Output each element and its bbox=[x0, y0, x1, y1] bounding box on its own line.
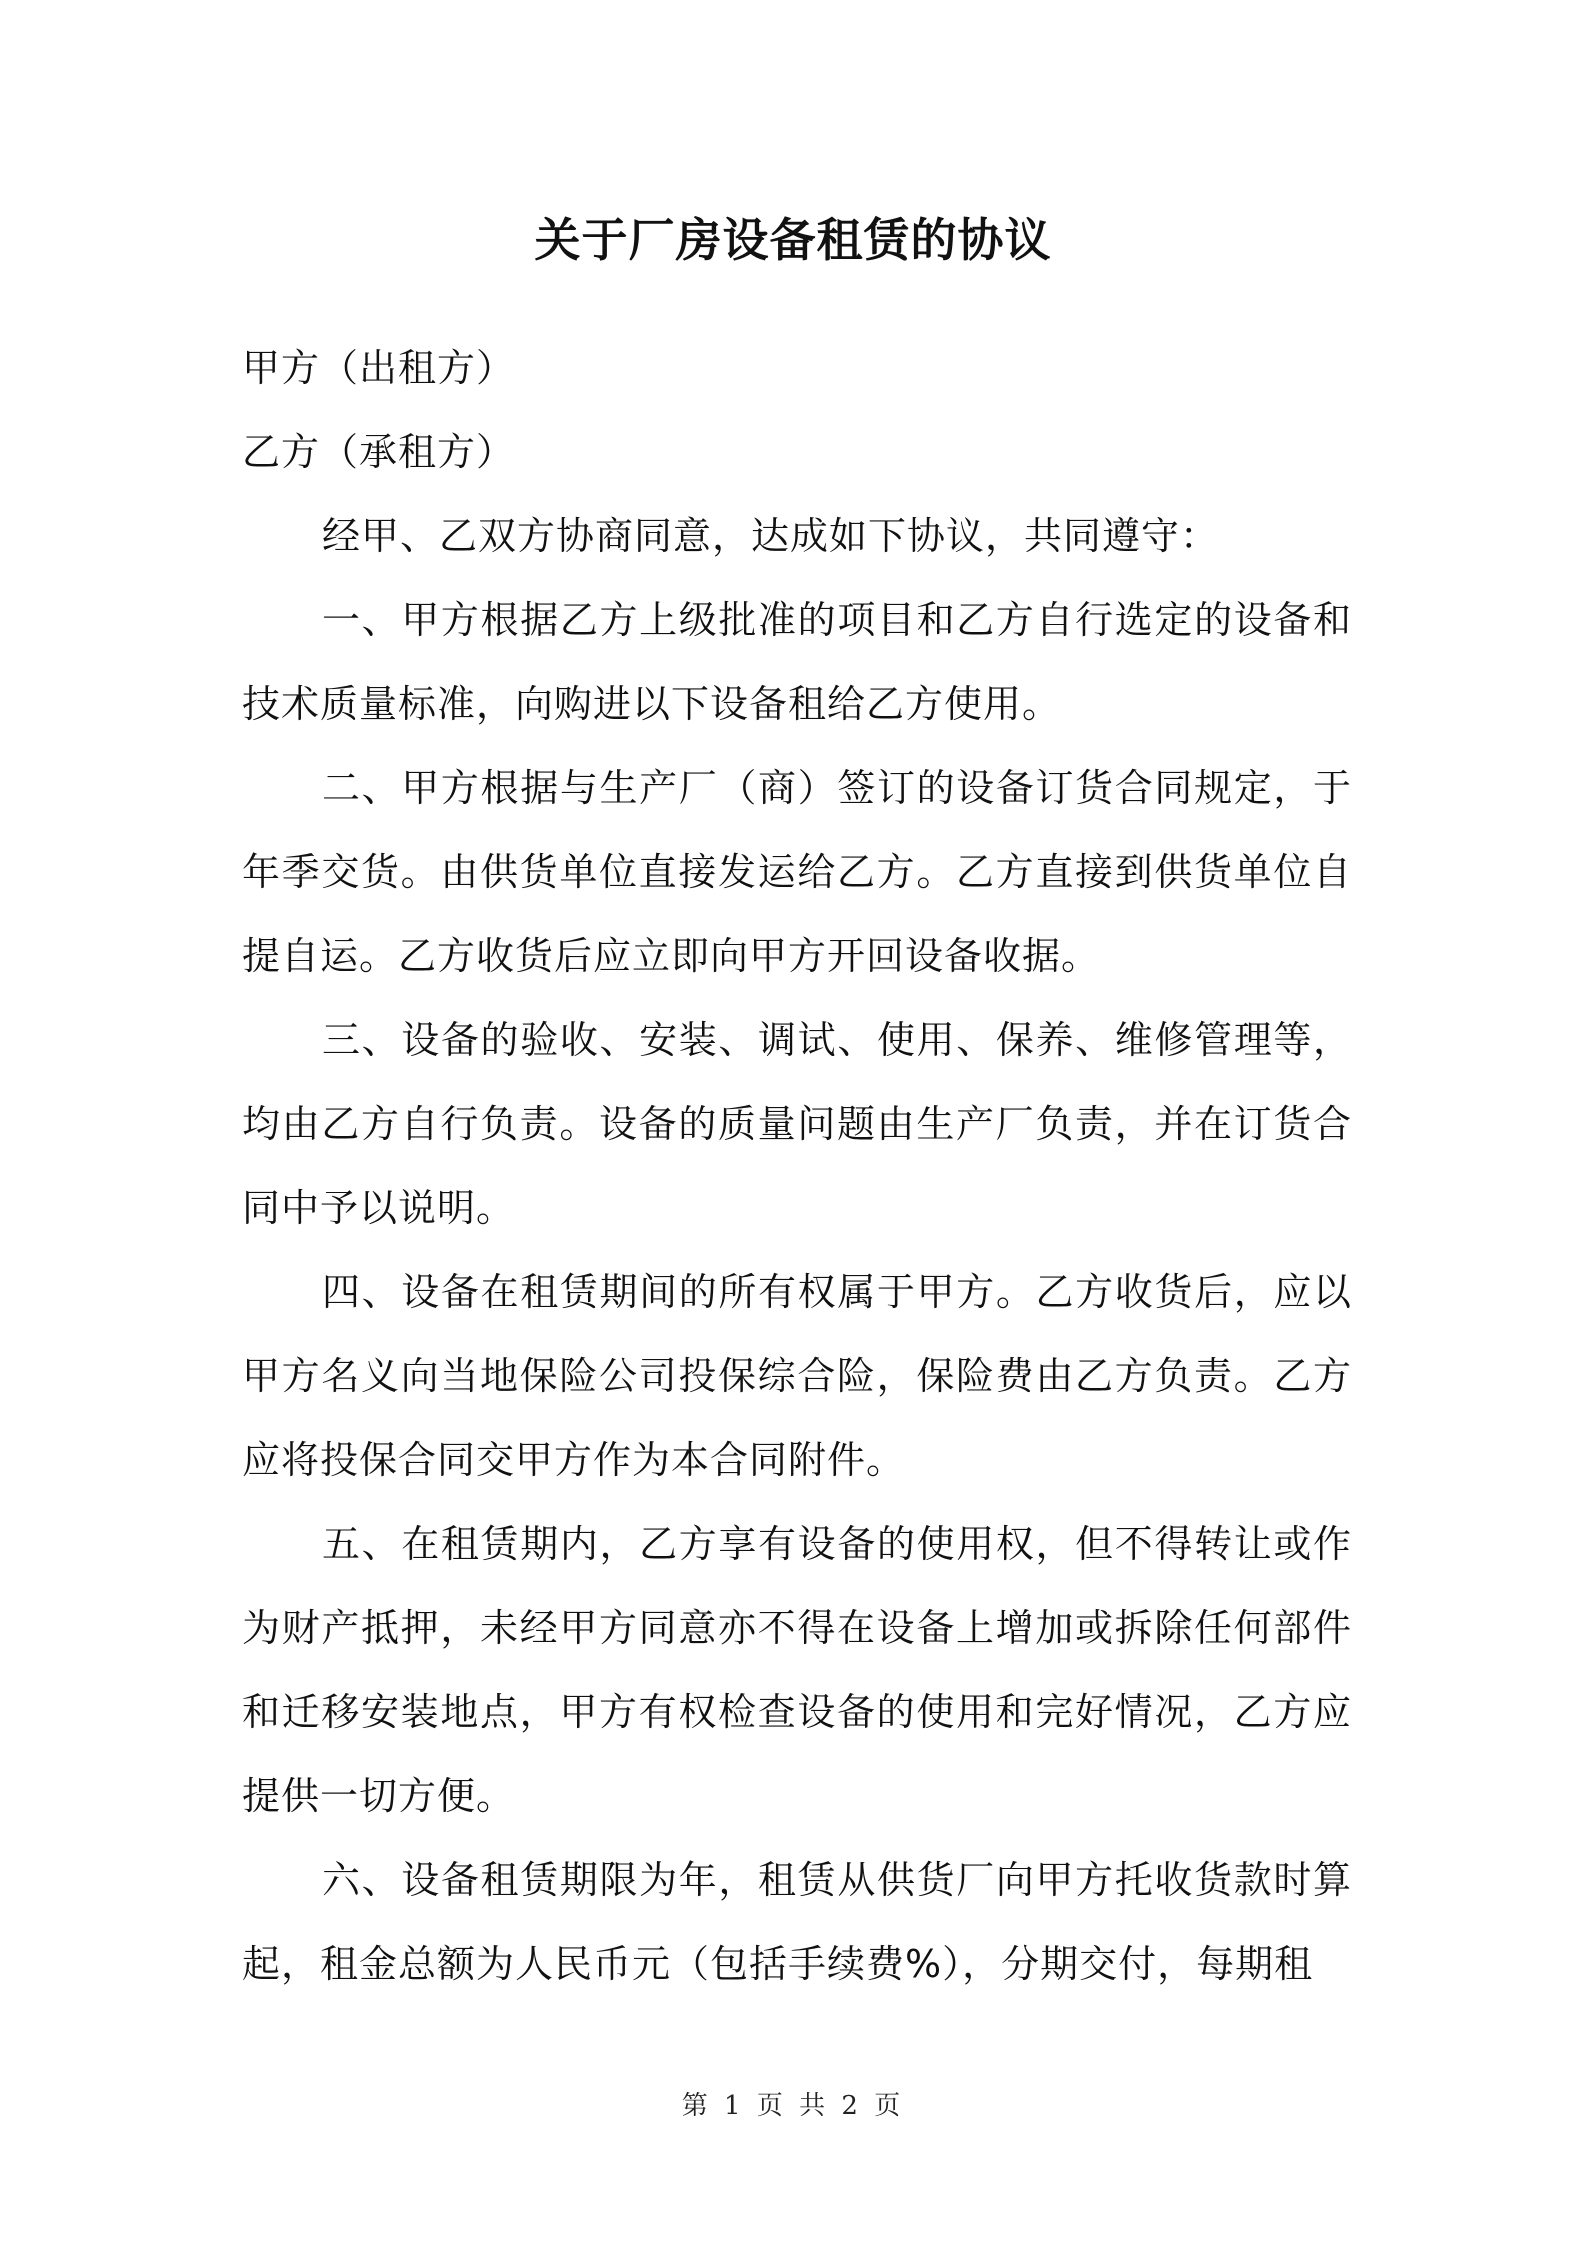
party-b-line: 乙方（承租方） bbox=[242, 430, 516, 474]
intro-paragraph: 经甲、乙双方协商同意，达成如下协议，共同遵守： bbox=[322, 514, 1220, 558]
page-number-footer: 第 1 页 共 2 页 bbox=[681, 2091, 905, 2121]
document-title: 关于厂房设备租赁的协议 bbox=[534, 213, 1052, 267]
clause-2-paragraph: 二、甲方根据与生产厂（商）签订的设备订货合同规定，于年季交货。由供货单位直接发运给乙方。乙方直接到供货单位自提自运。乙方收货后应立即向甲方开回设备收据。 bbox=[242, 766, 1352, 978]
document-body bbox=[242, 326, 1352, 2006]
clause-4-paragraph: 四、设备在租赁期间的所有权属于甲方。乙方收货后，应以甲方名义向当地保险公司投保综合险，保险费由乙方负责。乙方应将投保合同交甲方作为本合同附件。 bbox=[242, 1270, 1352, 1482]
clause-3-paragraph: 三、设备的验收、安装、调试、使用、保养、维修管理等，均由乙方自行负责。设备的质量问题由生产厂负责，并在订货合同中予以说明。 bbox=[242, 1018, 1352, 1230]
clause-5-paragraph: 五、在租赁期内，乙方享有设备的使用权，但不得转让或作为财产抵押，未经甲方同意亦不得在设备上增加或拆除任何部件和迁移安装地点，甲方有权检查设备的使用和完好情况，乙方应提供一切方便。 bbox=[242, 1522, 1352, 1818]
clause-1-paragraph: 一、甲方根据乙方上级批准的项目和乙方自行选定的设备和技术质量标准，向购进以下设备租给乙方使用。 bbox=[242, 598, 1352, 726]
clause-6-paragraph: 六、设备租赁期限为年，租赁从供货厂向甲方托收货款时算起，租金总额为人民币元（包括手续费%），分期交付，每期租 bbox=[242, 1858, 1352, 1986]
party-a-line: 甲方（出租方） bbox=[242, 346, 516, 390]
